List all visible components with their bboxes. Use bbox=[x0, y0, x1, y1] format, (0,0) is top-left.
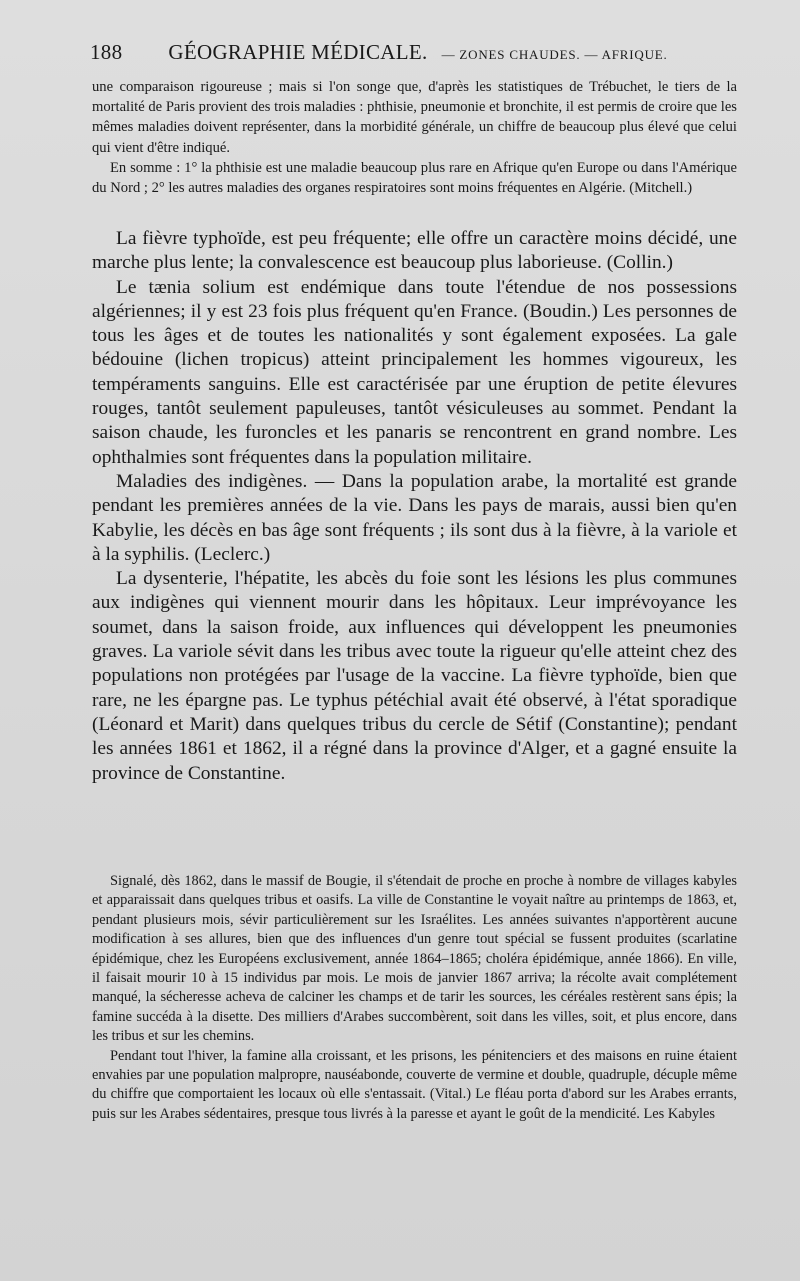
paragraph: En somme : 1° la phthisie est une maladie beaucoup plus rare en Afrique qu'en Europe ou dans l'Amérique du Nord ; 2° les autres maladies des organes respiratoires sont moins fréquentes en Algérie. (Mitchell.) bbox=[92, 159, 737, 197]
paragraph-fievre-typhoide: La fièvre typhoïde, est peu fréquente; elle offre un caractère moins décidé, une marche plus lente; la convalescence est beaucoup plus laborieuse. (Collin.) bbox=[92, 228, 737, 274]
paragraph-famine: Pendant tout l'hiver, la famine alla croissant, et les prisons, les pénitenciers et des maisons en ruine étaient envahies par une population malpropre, nauséabonde, couverte de vermine et double, quadruple, décuple même du chiffre que comportaient les locaux où elle s'entassait. (Vital.) Le fléau porta d'abord sur les Arabes errants, puis sur les Arabes sédentaires, presque tous livrés à la paresse et ayant le goût de la mendicité. Les Kabyles bbox=[92, 1047, 737, 1122]
paragraph-signale: Signalé, dès 1862, dans le massif de Bougie, il s'étendait de proche en proche à nombre de villages kabyles et apparaissait dans quelques tribus et oasifs. La ville de Constantine le voyait naître au printemps de 1863, et, pendant plusieurs mois, sévir particulièrement sur les Israélites. Les années suivantes n'apportèrent aucune modification à ses allures, bien que des influences d'un genre tout spécial se fussent produites (scarlatine épidémique, chez les Européens exclusivement, année 1864–1865; choléra épidémique, année 1866). En ville, il faisait mourir 10 à 15 individus par mois. Le mois de janvier 1867 arriva; la récolte avait complétement manqué, la sécheresse acheva de calciner les champs et de tarir les sources, les céréales restèrent sans épis; la famine succéda à la disette. Des milliers d'Arabes succombèrent, soit dans les villes, soit, et plus encore, dans les tribus et sur les chemins. bbox=[92, 873, 737, 1045]
running-header bbox=[90, 40, 740, 65]
running-subtitle: — ZONES CHAUDES. — AFRIQUE. bbox=[441, 47, 668, 62]
main-text-block bbox=[92, 227, 737, 786]
paragraph-dysenterie: La dysenterie, l'hépatite, les abcès du foie sont les lésions les plus communes aux indigènes qui viennent mourir dans les hôpitaux. Leur imprévoyance les soumet, dans la saison froide, aux influences qui développent les pneumonies graves. La variole sévit dans les tribus avec toute la rigueur qu'elle atteint chez des populations non protégées par l'usage de la vaccine. La fièvre typhoïde, bien que rare, ne les épargne pas. Le typhus pétéchial avait été observé, à l'état sporadique (Léonard et Marit) dans quelques tribus du cercle de Sétif (Constantine); pendant les années 1861 et 1862, il a régné dans la province d'Alger, et a gagné ensuite la province de Constantine. bbox=[92, 568, 737, 784]
paragraph-taenia: Le tænia solium est endémique dans toute l'étendue de nos possessions algériennes; il y est 23 fois plus fréquent qu'en France. (Boudin.) Les personnes de tous les âges et de toutes les nationalités y sont également exposées. La gale bédouine (lichen tropicus) atteint principalement les hommes vigoureux, les tempéraments sanguins. Elle est caractérisée par une éruption de petite élevures rouges, tantôt seulement papuleuses, tantôt vésiculeuses au sommet. Pendant la saison chaude, les furoncles et les panaris se rencontrent en grand nombre. Les ophthalmies sont fréquentes dans la population militaire. bbox=[92, 276, 737, 468]
page-number: 188 bbox=[90, 40, 123, 64]
paragraph-maladies-indigenes: Maladies des indigènes. — Dans la population arabe, la mortalité est grande pendant les premières années de la vie. Dans les pays de marais, aussi bien qu'en Kabylie, les décès en bas âge sont fréquents ; ils sont dus à la fièvre, à la variole et à la syphilis. (Leclerc.) bbox=[92, 470, 737, 565]
running-title: GÉOGRAPHIE MÉDICALE. bbox=[168, 40, 428, 64]
top-text-block bbox=[92, 77, 737, 198]
paragraph: une comparaison rigoureuse ; mais si l'on songe que, d'après les statistiques de Trébuchet, le tiers de la mortalité de Paris provient des trois maladies : phthisie, pneumonie et bronchite, il est permis de croire que les mêmes maladies doivent représenter, dans la morbidité générale, un chiffre de beaucoup plus élevé que celui qui vient d'être indiqué. bbox=[92, 79, 737, 156]
footnote-block bbox=[92, 872, 737, 1124]
